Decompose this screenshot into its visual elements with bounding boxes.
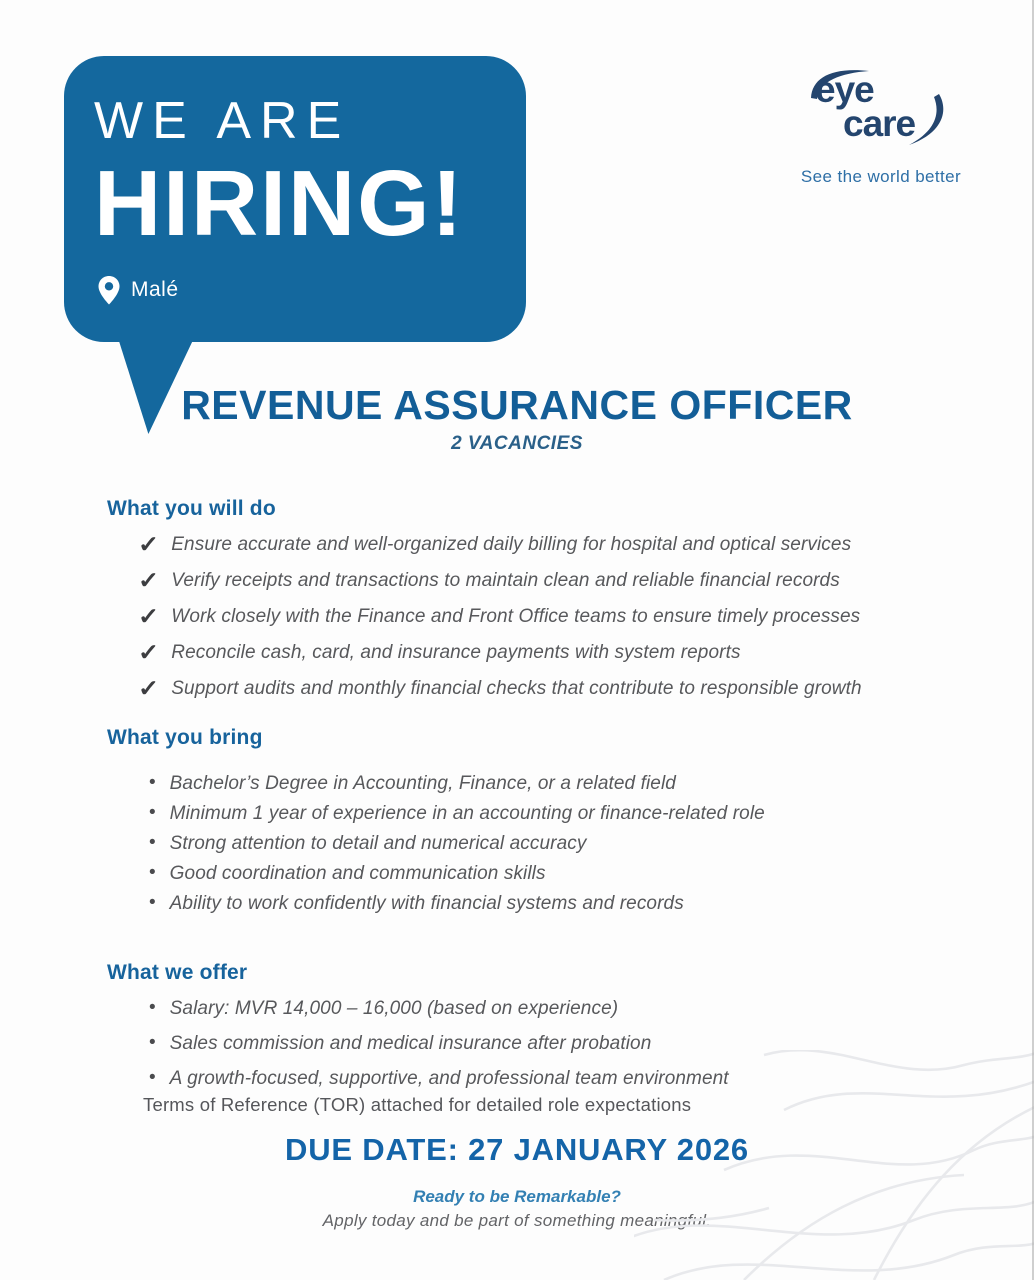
list-item — [149, 892, 933, 915]
svg-text:care: care — [843, 103, 916, 144]
list-item — [139, 605, 933, 628]
bullet-dot: • — [149, 862, 156, 883]
logo-tagline: See the world better — [800, 167, 962, 186]
bullet-dot: • — [149, 892, 156, 913]
list-item-text: Bachelor’s Degree in Accounting, Finance, or a related field — [169, 773, 676, 794]
bullet-dot: • — [149, 997, 156, 1018]
list-item-text: Ability to work confidently with financial systems and records — [169, 893, 684, 914]
sections — [107, 497, 933, 1102]
section-heading: What you bring — [107, 726, 263, 749]
bullet-dot: • — [149, 1032, 156, 1053]
bullet-dot: • — [149, 802, 156, 823]
eyecare-logo-mark — [791, 64, 971, 160]
bullet-dot: • — [149, 832, 156, 853]
list-item — [149, 802, 933, 825]
location-label: Malé — [131, 278, 179, 302]
location-row — [98, 276, 498, 305]
location-pin-icon — [98, 276, 120, 305]
list-item-text: Salary: MVR 14,000 – 16,000 (based on experience) — [169, 998, 619, 1019]
section — [107, 726, 933, 915]
due-date: DUE DATE: 27 JANUARY 2026 — [285, 1132, 749, 1167]
list-item-text: Support audits and monthly financial checks that contribute to responsible growth — [171, 678, 862, 699]
eyecare-logo — [788, 64, 974, 187]
section-list — [107, 997, 933, 1090]
list-item — [139, 569, 933, 592]
list-item — [149, 1032, 933, 1055]
section-list — [107, 533, 933, 700]
list-item-text: Sales commission and medical insurance after probation — [169, 1033, 652, 1054]
job-vacancies: 2 VACANCIES — [451, 433, 583, 454]
section — [107, 961, 933, 1090]
section-heading: What we offer — [107, 961, 248, 984]
hiring-banner — [64, 56, 526, 342]
list-item — [139, 677, 933, 700]
section-list — [107, 772, 933, 915]
list-item — [139, 641, 933, 664]
tor-note: Terms of Reference (TOR) attached for detailed role expectations — [143, 1094, 692, 1115]
svg-text:eye: eye — [815, 69, 874, 110]
list-item-text: Ensure accurate and well-organized daily billing for hospital and optical services — [171, 534, 852, 555]
list-item — [139, 533, 933, 556]
list-item-text: Reconcile cash, card, and insurance payments with system reports — [171, 642, 741, 663]
check-icon: ✓ — [138, 675, 160, 701]
list-item — [149, 997, 933, 1020]
footer-tagline-bold: Ready to be Remarkable? — [413, 1187, 621, 1206]
check-icon: ✓ — [138, 567, 160, 593]
list-item-text: Good coordination and communication skills — [169, 863, 546, 884]
banner-line2: HIRING! — [94, 150, 465, 255]
footer-tagline-sub: Apply today and be part of something meaningful. — [322, 1211, 712, 1230]
section-heading: What you will do — [107, 497, 276, 520]
list-item-text: Verify receipts and transactions to maintain clean and reliable financial records — [171, 570, 840, 591]
section — [107, 497, 933, 700]
list-item — [149, 862, 933, 885]
check-icon: ✓ — [138, 531, 160, 557]
list-item — [149, 772, 933, 795]
list-item — [149, 832, 933, 855]
list-item — [149, 1067, 933, 1090]
check-icon: ✓ — [138, 639, 160, 665]
check-icon: ✓ — [138, 603, 160, 629]
list-item-text: Minimum 1 year of experience in an accounting or finance-related role — [169, 803, 765, 824]
job-title: REVENUE ASSURANCE OFFICER — [181, 382, 853, 428]
list-item-text: Work closely with the Finance and Front Office teams to ensure timely processes — [171, 606, 861, 627]
banner-line1: WE ARE — [94, 92, 351, 150]
bullet-dot: • — [149, 1067, 156, 1088]
bullet-dot: • — [149, 772, 156, 793]
list-item-text: A growth-focused, supportive, and professional team environment — [169, 1068, 729, 1089]
list-item-text: Strong attention to detail and numerical accuracy — [169, 833, 587, 854]
